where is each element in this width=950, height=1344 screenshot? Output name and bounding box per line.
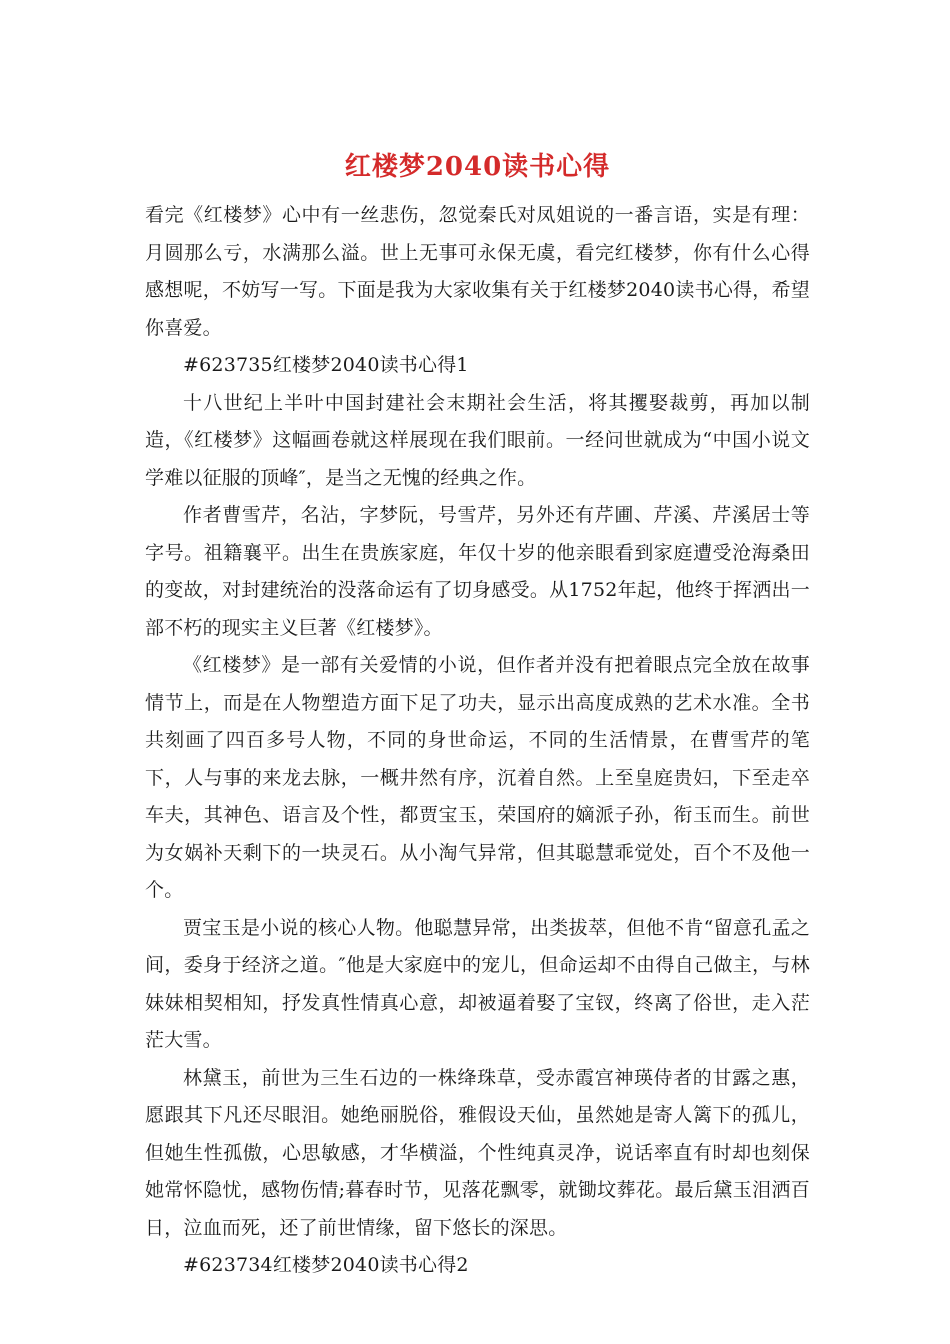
document-title: 红楼梦2040读书心得 xyxy=(344,152,611,182)
document-page xyxy=(145,0,810,1285)
section-heading-2: #623734红楼梦2040读书心得2 xyxy=(183,1254,469,1276)
paragraph: 林黛玉，前世为三生石边的一株绛珠草，受赤霞宫神瑛侍者的甘露之惠，愿跟其下凡还尽眼泪。她绝丽脱俗，雅假设天仙，虽然她是寄人篱下的孤儿，但她生性孤傲，心思敏感，才华横溢，个性纯真灵净，说话率直有时却也刻保她常怀隐忧，感物伤情;暮春时节，见落花飘零，就锄坟葬花。最后黛玉泪洒百日，泣血而死，还了前世情缘，留下悠长的深思。 xyxy=(145,1066,810,1239)
paragraph: 贾宝玉是小说的核心人物。他聪慧异常，出类拔萃，但他不肯“留意孔孟之间，委身于经济之道。″他是大家庭中的宠儿，但命运却不由得自己做主，与林妹妹相契相知，抒发真性情真心意，却被逼着娶了宝钗，终离了俗世，走入茫茫大雪。 xyxy=(145,916,810,1051)
paragraph: 十八世纪上半叶中国封建社会末期社会生活，将其攫娶裁剪，再加以制造，《红楼梦》这幅画卷就这样展现在我们眼前。一经问世就成为“中国小说文学难以征服的顶峰″，是当之无愧的经典之作。 xyxy=(145,391,810,489)
paragraph: 作者曹雪芹，名沾，字梦阮，号雪芹，另外还有芹圃、芹溪、芹溪居士等字号。祖籍襄平。出生在贵族家庭，年仅十岁的他亲眼看到家庭遭受沧海桑田的变故，对封建统治的没落命运有了切身感受。从1752年起，他终于挥洒出一部不朽的现实主义巨著《红楼梦》。 xyxy=(145,504,810,639)
section-heading-1: #623735红楼梦2040读书心得1 xyxy=(183,354,469,376)
paragraph-intro: 看完《红楼梦》心中有一丝悲伤，忽觉秦氏对凤姐说的一番言语，实是有理：月圆那么亏，水满那么溢。世上无事可永保无虞，看完红楼梦，你有什么心得感想呢，不妨写一写。下面是我为大家收集有关于红楼梦2040读书心得，希望你喜爱。 xyxy=(145,204,810,339)
document-body xyxy=(145,197,810,1285)
paragraph: 《红楼梦》是一部有关爱情的小说，但作者并没有把着眼点完全放在故事情节上，而是在人物塑造方面下足了功夫，显示出高度成熟的艺术水准。全书共刻画了四百多号人物，不同的身世命运，不同的生活情景，在曹雪芹的笔下，人与事的来龙去脉，一概井然有序，沉着自然。上至皇庭贵妇，下至走卒车夫，其神色、语言及个性，都贾宝玉，荣国府的嫡派子孙，衔玉而生。前世为女娲补天剩下的一块灵石。从小淘气异常，但其聪慧乖觉处，百个不及他一个。 xyxy=(145,654,810,901)
